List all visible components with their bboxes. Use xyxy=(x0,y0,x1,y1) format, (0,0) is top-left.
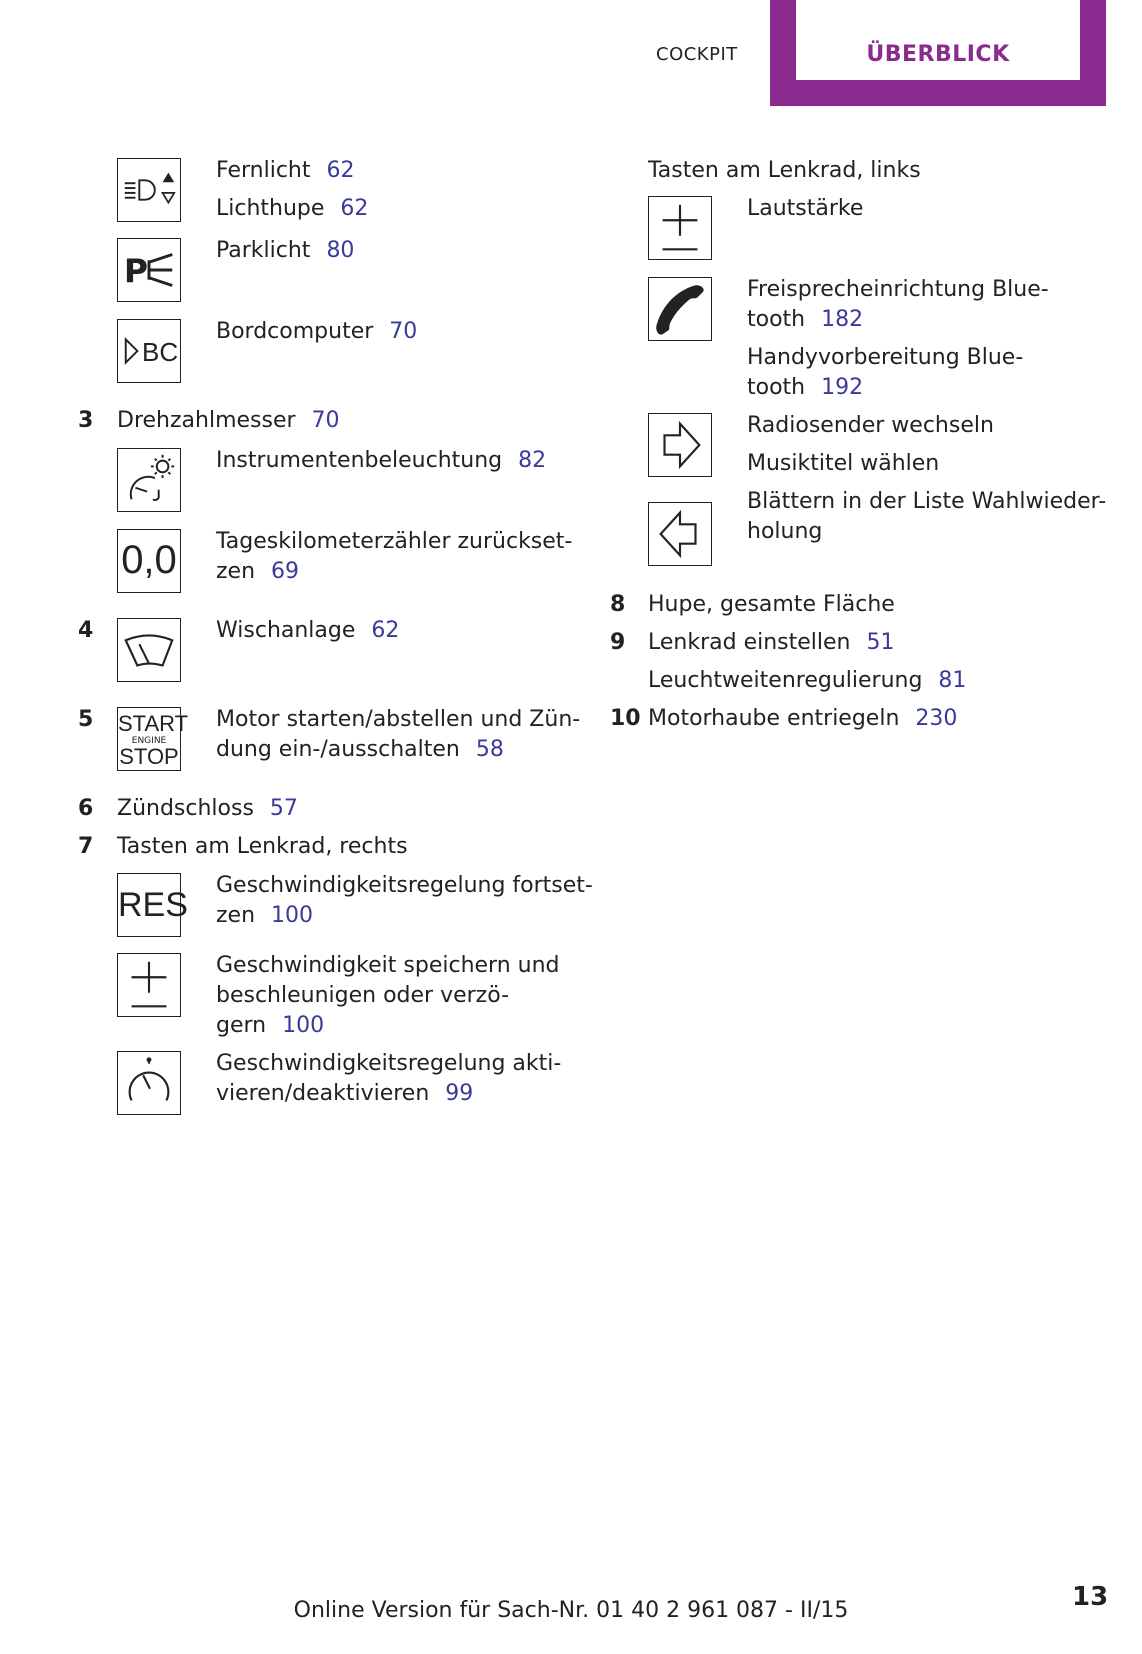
page-ref[interactable]: 58 xyxy=(475,737,504,762)
tasten-links-heading: Tasten am Lenkrad, links xyxy=(648,158,921,183)
instrumentenbeleuchtung-entry: Instrumentenbeleuchtung 82 xyxy=(216,448,547,473)
page-ref[interactable]: 182 xyxy=(821,307,864,332)
motor-start-entry: dung ein-/ausschalten 58 xyxy=(216,737,504,762)
zuendschloss-entry: Zündschloss 57 xyxy=(117,796,298,821)
tageskm-entry: zen 69 xyxy=(216,559,300,584)
item-number: 10 xyxy=(610,706,641,731)
speed-save-line2: beschleunigen oder verzö- xyxy=(216,983,510,1008)
hupe-label: Hupe, gesamte Fläche xyxy=(648,592,895,617)
cruise-control-icon xyxy=(117,1051,181,1115)
instrument-lighting-icon xyxy=(117,448,181,512)
page-ref[interactable]: 57 xyxy=(269,796,298,821)
speed-save-entry: gern 100 xyxy=(216,1013,325,1038)
radiosender-label: Radiosender wechseln xyxy=(747,413,994,438)
page-ref[interactable]: 99 xyxy=(445,1081,474,1106)
page-ref[interactable]: 62 xyxy=(371,618,400,643)
page-ref[interactable]: 230 xyxy=(915,706,958,731)
handy-entry: tooth 192 xyxy=(747,375,864,400)
page-ref[interactable]: 62 xyxy=(340,196,369,221)
volume-icon xyxy=(648,196,712,260)
board-computer-icon: BC xyxy=(117,319,181,383)
bordcomputer-entry: Bordcomputer 70 xyxy=(216,319,418,344)
cruise-entry: vieren/deaktivieren 99 xyxy=(216,1081,474,1106)
page-ref[interactable]: 51 xyxy=(866,630,895,655)
high-beam-icon xyxy=(117,158,181,222)
res-line1: Geschwindigkeitsregelung fortset- xyxy=(216,873,593,898)
tageskm-line1: Tageskilometerzähler zurückset- xyxy=(216,529,573,554)
item-number: 5 xyxy=(78,707,94,732)
item-number: 9 xyxy=(610,630,626,655)
page-ref[interactable]: 70 xyxy=(311,408,340,433)
freisprech-entry: tooth 182 xyxy=(747,307,864,332)
handy-line1: Handyvorbereitung Blue- xyxy=(747,345,1024,370)
parking-light-icon xyxy=(117,238,181,302)
resume-icon: RES xyxy=(117,873,181,937)
page-ref[interactable]: 69 xyxy=(271,559,300,584)
page-ref[interactable]: 192 xyxy=(821,375,864,400)
section-tab-label: ÜBERBLICK xyxy=(866,42,1010,67)
page-ref[interactable]: 62 xyxy=(326,158,355,183)
item-number: 8 xyxy=(610,592,626,617)
arrow-right-icon xyxy=(648,413,712,477)
blaettern-line1: Blättern in der Liste Wahlwieder- xyxy=(747,489,1107,514)
lichthupe-entry: Lichthupe 62 xyxy=(216,196,369,221)
phone-icon xyxy=(648,277,712,341)
trip-reset-icon: 0,0 xyxy=(117,529,181,593)
page-ref[interactable]: 100 xyxy=(282,1013,325,1038)
item-number: 6 xyxy=(78,796,94,821)
blaettern-line2: holung xyxy=(747,519,823,544)
item-number: 3 xyxy=(78,408,94,433)
arrow-left-icon xyxy=(648,502,712,566)
item-number: 7 xyxy=(78,834,94,859)
cruise-line1: Geschwindigkeitsregelung akti- xyxy=(216,1051,562,1076)
page-ref[interactable]: 80 xyxy=(326,238,355,263)
section-label: COCKPIT xyxy=(656,44,738,65)
item-number: 4 xyxy=(78,618,94,643)
footer-text: Online Version für Sach-Nr. 01 40 2 961 087 - II/15 xyxy=(293,1598,849,1623)
lautstaerke-label: Lautstärke xyxy=(747,196,864,221)
res-entry: zen 100 xyxy=(216,903,314,928)
page-ref[interactable]: 70 xyxy=(389,319,418,344)
drehzahlmesser-entry: Drehzahlmesser 70 xyxy=(117,408,340,433)
page-number: 13 xyxy=(1072,1582,1109,1612)
wiper-icon xyxy=(117,618,181,682)
speed-save-line1: Geschwindigkeit speichern und xyxy=(216,953,560,978)
tasten-rechts-heading: Tasten am Lenkrad, rechts xyxy=(117,834,408,859)
page-ref[interactable]: 81 xyxy=(938,668,967,693)
musiktitel-label: Musiktitel wählen xyxy=(747,451,940,476)
motorhaube-entry: Motorhaube entriegeln 230 xyxy=(648,706,958,731)
motor-start-line1: Motor starten/abstellen und Zün- xyxy=(216,707,581,732)
page-ref[interactable]: 100 xyxy=(271,903,314,928)
start-stop-icon: START ENGINE STOP xyxy=(117,707,181,771)
leuchtweite-entry: Leuchtweitenregulierung 81 xyxy=(648,668,967,693)
svg-text:P: P xyxy=(123,251,148,291)
page-ref[interactable]: 82 xyxy=(518,448,547,473)
wischanlage-entry: Wischanlage 62 xyxy=(216,618,400,643)
freisprech-line1: Freisprecheinrichtung Blue- xyxy=(747,277,1049,302)
parklicht-entry: Parklicht 80 xyxy=(216,238,355,263)
fernlicht-entry: Fernlicht 62 xyxy=(216,158,355,183)
lenkrad-entry: Lenkrad einstellen 51 xyxy=(648,630,895,655)
plus-minus-icon xyxy=(117,953,181,1017)
